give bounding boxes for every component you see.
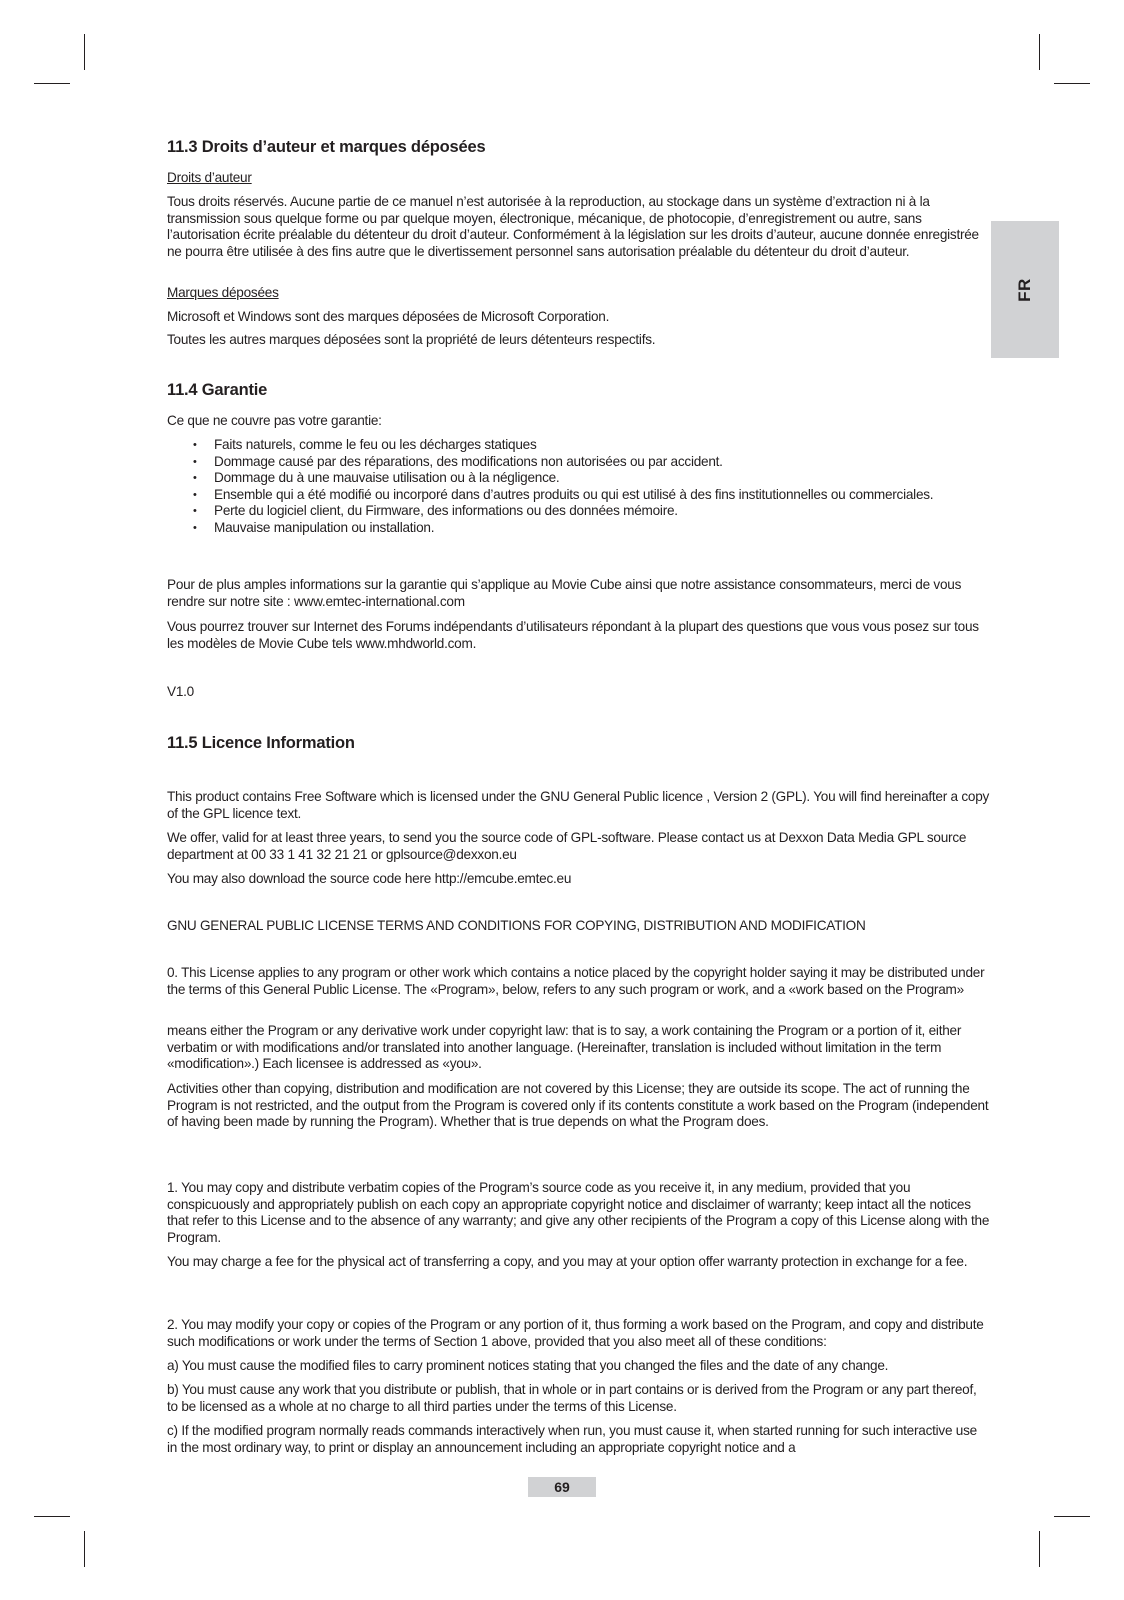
list-item: • Dommage du à une mauvaise utilisation ou à la négligence.	[167, 470, 990, 487]
crop-mark	[1054, 83, 1090, 84]
forums-paragraph: Vous pourrez trouver sur Internet des Forums indépendants d’utilisateurs répondant à la plupart des questions que vous vous posez sur tous les modèles de Movie Cube tels www.mhdworld.com.	[167, 619, 979, 651]
section-heading-11-3: 11.3 Droits d’auteur et marques déposées	[167, 138, 486, 156]
gpl-clause: b) You must cause any work that you distribute or publish, that in whole or in part contains or is derived from the Program or any part thereof, to be licensed as a whole at no charge to all third parties under the terms of this License.	[167, 1382, 977, 1414]
warranty-exclusions-list	[167, 437, 990, 537]
gpl-clause: 1. You may copy and distribute verbatim copies of the Program’s source code as you receive it, in any medium, provided that you conspicuously and appropriately publish on each copy an appropriate copyright notice and disclaimer of warranty; keep intact all the notices that refer to this License and to the absence of any warranty; and give any other recipients of the Program a copy of this License along with the Program.	[167, 1180, 990, 1245]
copyright-label: Droits d’auteur	[167, 170, 252, 185]
crop-mark	[34, 1516, 70, 1517]
licence-paragraph: We offer, valid for at least three years, to send you the source code of GPL-software. Please contact us at Dexxon Data Media GPL source department at 00 33 1 41 32 21 21 or gplsource@dexxon.eu	[167, 830, 967, 862]
crop-mark	[1039, 1531, 1040, 1567]
list-item: • Perte du logiciel client, du Firmware, des informations ou des données mémoire.	[167, 503, 990, 520]
crop-mark	[1039, 34, 1040, 70]
list-item: • Mauvaise manipulation ou installation.	[167, 520, 990, 537]
gpl-clause: means either the Program or any derivative work under copyright law: that is to say, a work containing the Program or a portion of it, either verbatim or with modifications and/or translated into another language. (Hereinafter, translation is included without limitation in the term «modification».) Each licensee is addressed as «you».	[167, 1023, 962, 1072]
section-heading-11-4: 11.4 Garantie	[167, 381, 268, 399]
trademarks-paragraph: Microsoft et Windows sont des marques déposées de Microsoft Corporation.	[167, 309, 610, 324]
list-item: • Faits naturels, comme le feu ou les décharges statiques	[167, 437, 990, 454]
crop-mark	[84, 1531, 85, 1567]
gpl-clause: 0. This License applies to any program or other work which contains a notice placed by the copyright holder saying it may be distributed under the terms of this General Public License. The «Program», below, refers to any such program or work, and a «work based on the Program»	[167, 965, 985, 997]
list-item: • Dommage causé par des réparations, des modifications non autorisées ou par accident.	[167, 454, 990, 471]
warranty-intro: Ce que ne couvre pas votre garantie:	[167, 413, 382, 428]
gpl-clause: You may charge a fee for the physical act of transferring a copy, and you may at your option offer warranty protection in exchange for a fee.	[167, 1254, 968, 1269]
licence-paragraph: This product contains Free Software which is licensed under the GNU General Public licence , Version 2 (GPL). You will find hereinafter a copy of the GPL licence text.	[167, 789, 990, 821]
section-heading-11-5: 11.5 Licence Information	[167, 734, 355, 752]
crop-mark	[1054, 1516, 1090, 1517]
warranty-info-paragraph: Pour de plus amples informations sur la garantie qui s’applique au Movie Cube ainsi que notre assistance consommateurs, merci de vous rendre sur notre site : www.emtec-international.com	[167, 577, 962, 609]
trademarks-label: Marques déposées	[167, 285, 279, 300]
crop-mark	[34, 83, 70, 84]
trademarks-paragraph: Toutes les autres marques déposées sont la propriété de leurs détenteurs respectifs.	[167, 332, 656, 347]
gpl-clause: Activities other than copying, distribution and modification are not covered by this License; they are outside its scope. The act of running the Program is not restricted, and the output from the Program is covered only if its contents constitute a work based on the Program (independent of having been made by running the Program). Whether that is true depends on what the Program does.	[167, 1081, 989, 1130]
copyright-paragraph: Tous droits réservés. Aucune partie de ce manuel n’est autorisée à la reproduction, au stockage dans un système d’extraction ni à la transmission sous quelque forme ou par quelque moyen, électronique, mécanique, de photocopie, d’enregistrement ou autre, sans l’autorisation écrite préalable du détenteur du droit d’auteur. Conformément à la législation sur les droits d’auteur, aucune donnée enregistrée ne pourra être utilisée à des fins autre que le divertissement personnel sans autorisation préalable du détenteur du droit d’auteur.	[167, 194, 979, 259]
gpl-clause: 2. You may modify your copy or copies of the Program or any portion of it, thus forming a work based on the Program, and copy and distribute such modifications or work under the terms of Section 1 above, provided that you also meet all of these conditions:	[167, 1317, 984, 1349]
language-tab	[991, 221, 1059, 358]
gpl-clause: a) You must cause the modified files to carry prominent notices stating that you changed the files and the date of any change.	[167, 1358, 889, 1373]
crop-mark	[84, 34, 85, 70]
gpl-title: GNU GENERAL PUBLIC LICENSE TERMS AND CONDITIONS FOR COPYING, DISTRIBUTION AND MODIFICATION	[167, 918, 866, 933]
licence-paragraph: You may also download the source code here http://emcube.emtec.eu	[167, 871, 572, 886]
version-label: V1.0	[167, 684, 194, 699]
language-tab-label: FR	[1015, 277, 1034, 302]
gpl-clause: c) If the modified program normally reads commands interactively when run, you must cause it, when started running for such interactive use in the most ordinary way, to print or display an announcement including an appropriate copyright notice and a	[167, 1423, 977, 1455]
list-item: • Ensemble qui a été modifié ou incorporé dans d’autres produits ou qui est utilisé à des fins institutionnelles ou commerciales.	[167, 487, 990, 504]
page-number: 69	[528, 1477, 596, 1497]
